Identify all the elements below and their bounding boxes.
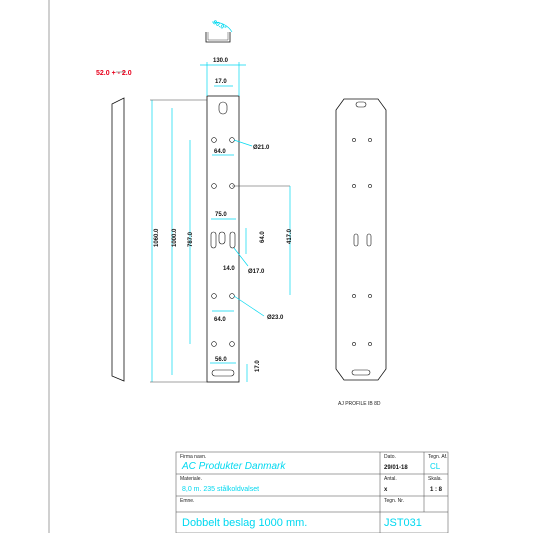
tegn-nr-value: JST031 [384, 517, 422, 529]
antal-label: Antal. [384, 476, 397, 482]
hole-dia-bottom: Ø23.0 [267, 315, 284, 321]
firma-value: AC Produkter Danmark [182, 461, 286, 472]
center-height-dim: 64.0 [260, 231, 266, 243]
dato-label: Dato. [384, 454, 396, 460]
hole-spacing-bottom: 64.0 [214, 317, 226, 323]
side-view [96, 70, 132, 381]
firma-label: Firma navn. [180, 454, 207, 460]
center-width-dim: 75.0 [215, 212, 227, 218]
dato-value: 29/01-18 [384, 465, 408, 471]
tegn-nr-label: Tegn. Nr. [384, 498, 405, 504]
thickness-dim: 52.0 + - 2.0 [96, 70, 132, 77]
inner-height-dim-1: 1000.0 [172, 228, 178, 247]
front-view [150, 58, 293, 382]
side-height-dim: 417.0 [287, 228, 293, 244]
skala-value: 1 : 8 [430, 487, 443, 493]
tegn-af-value: CL [430, 462, 441, 471]
top-width-dim: 130.0 [213, 58, 229, 64]
emne-value: Dobbelt beslag 1000 mm. [182, 517, 308, 529]
overall-height-dim: 1060.0 [154, 228, 160, 247]
flat-view [336, 99, 386, 407]
skala-label: Skala. [428, 476, 442, 482]
slot-dia-dim: Ø17.0 [248, 269, 265, 275]
hole-spacing-top: 64.0 [214, 149, 226, 155]
materiale-label: Materiale. [180, 476, 202, 482]
bottom-slot-dim: 17.0 [255, 360, 261, 372]
inner-height-dim-2: 787.0 [188, 231, 194, 247]
top-slot [219, 102, 227, 114]
side-note: AJ PROFILE IB 8D [338, 401, 381, 407]
slot-width-dim: 17.0 [215, 79, 227, 85]
antal-value: x [384, 487, 388, 493]
materiale-value: 8,0 m. 235 stålkoldvalset [182, 486, 260, 493]
title-block [176, 452, 448, 533]
angle-label: 90.0° [211, 19, 227, 33]
slot-small-dim: 14.0 [223, 266, 235, 272]
emne-label: Emne. [180, 498, 195, 504]
bend-view [206, 20, 232, 42]
bottom-slot [212, 370, 234, 376]
bottom-width-dim: 56.0 [215, 357, 227, 363]
tegn-af-label: Tegn. Af. [428, 454, 448, 460]
hole-dia-top: Ø21.0 [253, 145, 270, 151]
